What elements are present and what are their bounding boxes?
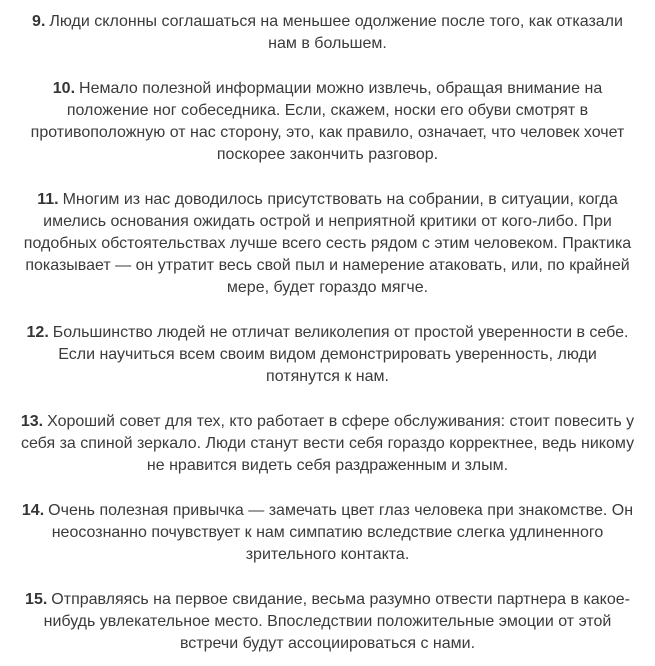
paragraph-number: 10. <box>52 80 76 97</box>
paragraph-14 <box>20 500 635 566</box>
paragraph-9 <box>20 11 635 55</box>
paragraph-12 <box>20 322 635 388</box>
paragraph-number: 14. <box>21 502 45 519</box>
paragraph-number: 13. <box>20 413 44 430</box>
paragraph-number: 11. <box>37 191 59 208</box>
paragraph-text: Немало полезной информации можно извлечь, обращая внимание на положение ног собеседника. Если, скажем, носки его обуви смотрят в противоположную от нас сторону, это, как правило, означает, что человек хочет поскорее закончить разговор. <box>30 80 625 163</box>
paragraph-15 <box>20 589 635 655</box>
paragraph-13 <box>20 411 635 477</box>
paragraph-10 <box>20 78 635 166</box>
paragraph-text: Большинство людей не отличат великолепия от простой уверенности в себе. Если научиться всем своим видом демонстрировать уверенность, люди потянутся к нам. <box>52 324 629 385</box>
paragraph-number: 12. <box>26 324 49 341</box>
paragraph-text: Отправляясь на первое свидание, весьма разумно отвести партнера в какое-нибудь увлекательное место. Впоследствии положительные эмоции от этой встречи будут ассоциироваться с нами. <box>43 591 630 652</box>
paragraph-text: Хороший совет для тех, кто работает в сфере обслуживания: стоит повесить у себя за спиной зеркало. Люди станут вести себя гораздо корректнее, ведь никому не нравится видеть себя раздраженным и злым. <box>20 413 635 474</box>
paragraph-text: Люди склонны соглашаться на меньшее одолжение после того, как отказали нам в большем. <box>49 13 623 52</box>
paragraph-number: 15. <box>25 591 48 608</box>
paragraph-11 <box>20 189 635 299</box>
paragraph-text: Очень полезная привычка — замечать цвет глаз человека при знакомстве. Он неосознанно почувствует к нам симпатию вследствие слегка удлиненного зрительного контакта. <box>48 502 634 563</box>
paragraph-number: 9. <box>32 13 46 30</box>
paragraph-text: Многим из нас доводилось присутствовать на собрании, в ситуации, когда имелись основания ожидать острой и неприятной критики от кого-либо. При подобных обстоятельствах лучше всего сесть рядом с этим человеком. Практика показывает — он утратит весь свой пыл и намерение атаковать, или, по крайней мере, будет гораздо мягче. <box>23 191 632 296</box>
